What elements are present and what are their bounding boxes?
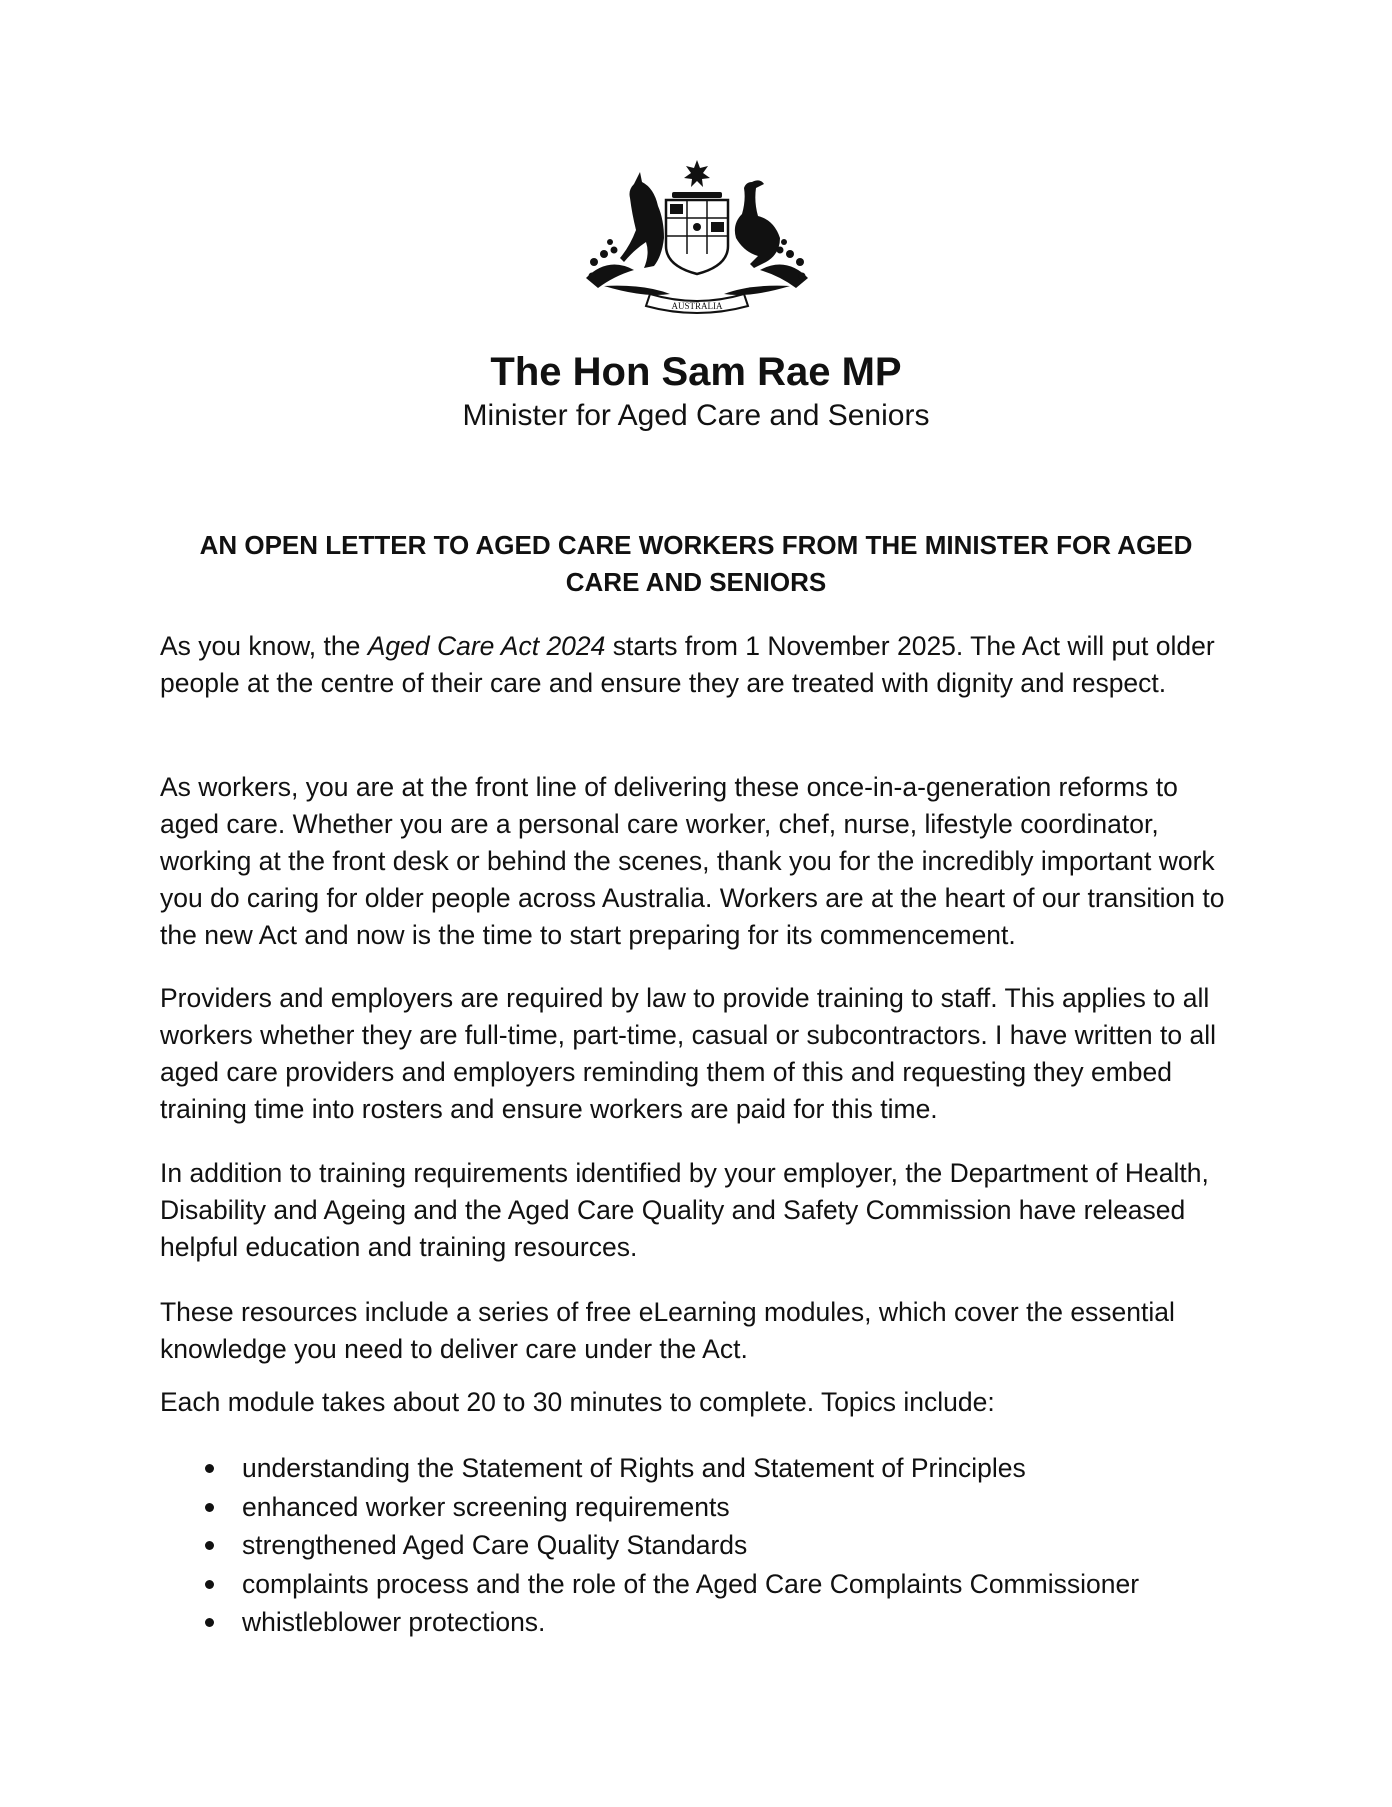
topics-list — [160, 1449, 1240, 1642]
intro-text-end: starts from 1 November 2025. The Act will put older people at the centre of their care and ensure they are treated with dignity and respect. — [160, 631, 1215, 698]
list-item — [160, 1603, 1240, 1642]
heading-line-2: CARE AND SENIORS — [565, 567, 827, 597]
paragraph-training-obligation: Providers and employers are required by law to provide training to staff. This applies to all workers whether they are full-time, part-time, casual or subcontractors. I have written to all aged care providers and employers reminding them of this and requesting they embed training time into rosters and ensure workers are paid for this time. — [160, 983, 1217, 1124]
scroll-label: AUSTRALIA — [671, 301, 723, 311]
topic-text: strengthened Aged Care Quality Standards — [242, 1530, 748, 1560]
bullet-icon — [205, 1580, 214, 1589]
bullet-icon — [205, 1464, 214, 1473]
topic-text: understanding the Statement of Rights and Statement of Principles — [242, 1453, 1026, 1483]
paragraph-intro — [160, 628, 1240, 702]
list-item — [160, 1488, 1240, 1527]
intro-text-start: As you know, the — [160, 631, 368, 661]
list-item — [160, 1565, 1240, 1604]
heading-line-1: AN OPEN LETTER TO AGED CARE WORKERS FROM THE MINISTER FOR AGED — [199, 530, 1193, 560]
bullet-icon — [205, 1618, 214, 1627]
bullet-icon — [205, 1541, 214, 1550]
topic-text: whistleblower protections. — [242, 1607, 546, 1637]
paragraph-elearning: These resources include a series of free eLearning modules, which cover the essential knowledge you need to deliver care under the Act. — [160, 1297, 1175, 1364]
topic-text: enhanced worker screening requirements — [242, 1491, 730, 1522]
bullet-icon — [205, 1503, 214, 1512]
paragraph-workers: As workers, you are at the front line of delivering these once-in-a-generation reforms to aged care. Whether you are a personal care worker, chef, nurse, lifestyle coordinator, working at the front desk or behind the scenes, thank you for the incredibly important work you do caring for older people across Australia. Workers are at the heart of our transition to the new Act and now is the time to start preparing for its commencement. — [160, 772, 1225, 950]
act-name: Aged Care Act 2024 — [367, 631, 606, 661]
paragraph-resources: In addition to training requirements identified by your employer, the Department of Health, Disability and Ageing and the Aged Care Quality and Safety Commission have released helpful education and training resources. — [160, 1158, 1209, 1262]
list-item — [160, 1526, 1240, 1565]
letter-heading — [160, 527, 1232, 601]
coat-of-arms-icon — [584, 158, 810, 320]
minister-name: The Hon Sam Rae MP — [490, 350, 902, 394]
paragraph-modules: Each module takes about 20 to 30 minutes to complete. Topics include: — [160, 1387, 995, 1417]
minister-title: Minister for Aged Care and Seniors — [462, 399, 930, 432]
topic-text: complaints process and the role of the Aged Care Complaints Commissioner — [242, 1568, 1140, 1599]
list-item — [160, 1449, 1240, 1488]
